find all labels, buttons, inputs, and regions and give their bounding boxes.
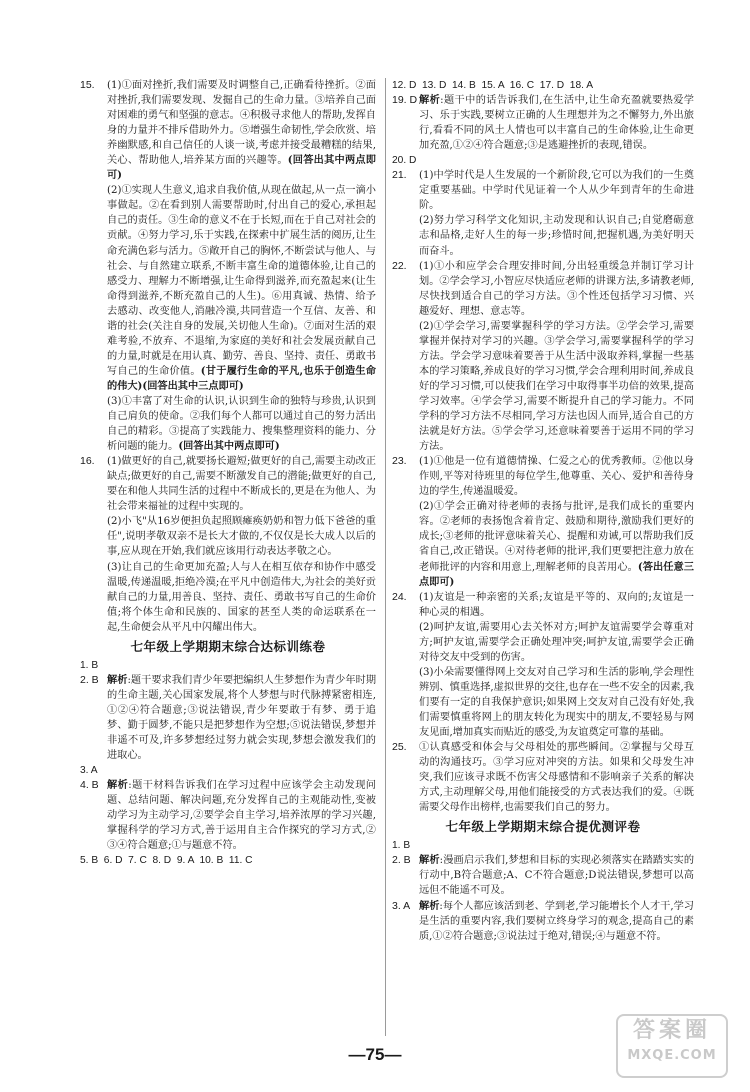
question-21 [392, 168, 694, 258]
question-number: 21. [392, 169, 407, 182]
question-15 [80, 78, 376, 454]
question-number: 4. B [80, 779, 99, 792]
question-19-analysis [392, 93, 694, 153]
question-25 [392, 740, 694, 815]
question-number: 15. [80, 79, 95, 91]
question-number: 24. [392, 590, 407, 603]
question-23 [392, 454, 694, 589]
answer-line: 1. B [80, 659, 99, 671]
analysis-text: 解析:题干要求我们青少年要把编织人生梦想作为青少年时期的生命主题,关心国家发展,将个人梦想与时代脉搏紧密相连,①②④符合题意;③说法错误,青少年要敢于有梦、勇于追梦、勤于圆梦,不能只是把梦想作为空想;⑤说法错误,梦想并非遥不可及,许多梦想经过努力就会实现,梦想会激发我们的进取心。 [107, 673, 377, 762]
section-title-advanced-exam: 七年级上学期期末综合提优测评卷 [445, 819, 641, 835]
watermark-text: 答案圈 [632, 1018, 711, 1043]
question-2-analysis [80, 673, 376, 763]
question-4-analysis [80, 778, 376, 853]
question-answer: (1)友谊是一种亲密的关系;友谊是平等的、双向的;友谊是一种心灵的相遇。 (2)呵护友谊,需要用心去关怀对方;呵护友谊需要学会尊重对方;呵护友谊,需要学会正确处理冲突;呵护友谊,需要学会正确对待交友中受到的伤害。 (3)小朵需要懂得网上交友对自己学习和生活的影响,学会理性辨别、慎重选择,虚拟世界的交往,也存在一些不安全的因素,我们要有一定的自我保护意识;如果网上交友对自己没有好处,我们需要慎重将网上的朋友转化为现实中的朋友,不要轻易与网友见面,增加真实而贴近的感受,为友谊奠定可靠的基础。 [419, 591, 694, 739]
watermark-domain: MXQE.COM [627, 1048, 717, 1063]
question-number: 19. D [392, 94, 418, 107]
answer-line: 20. D [392, 155, 417, 167]
question-answer: (1)①面对挫折,我们需要及时调整自己,正确看待挫折。②面对挫折,我们需要发现、发掘自己的生命力量。③培养自己面对困难的勇气和坚强的意志。④积极寻求他人的帮助,发挥自身的力量并不排斥借助外力。⑤增强生命韧性,学会欣赏、培养幽默感,和自己信任的人谈一谈,考虑并接受最糟糕的结果,关心、帮助他人,培养某方面的兴趣等。(回答出其中两点即可) (2)①实现人生意义,追求自我价值,从现在做起,从一点一滴小事做起。②在看到别人需要帮助时,付出自己的爱心,承担起自己的责任。③生命的意义不在于长短,而在于自己对社会的贡献。④努力学习,乐于实践,在探索中扩展生活的阅历,让生命充满色彩与活力。⑤敞开自己的胸怀,不断尝试与他人、与社会、与自然建立联系,不断丰富生命的道德体验,让自己的感受力、理解力不断增强,让生命得到滋养,而充盈起来(让生命得到滋养,不断充盈自己的人生)。⑥用真诚、热情、给予去感动、改变他人,消融冷漠,共同营造一个互信、友善、和谐的社会(关注自身的发展,关切他人生命)。⑦面对生活的艰难考验,不放弃、不退缩,为家庭的美好和社会发展贡献自己的力量,时就是在用认真、勤劳、善良、坚持、责任、勇敢书写自己的生命价值。(甘于履行生命的平凡,也乐于创造生命的伟大)(回答出其中三点即可) (3)①丰富了对生命的认识,认识到生命的独特与珍贵,认识到自己肩负的使命。②我们每个人都可以通过自己的努力活出自己的精彩。③提高了实践能力、搜集整理资料的能力、分析问题的能力。(回答出其中两点即可) [107, 80, 376, 453]
answer-line: 1. B [392, 840, 411, 852]
analysis-text: 解析:题干材料告诉我们在学习过程中应该学会主动发现问题、总结问题、解决问题,充分发挥自己的主观能动性,变被动学习为主动学习,②要学会自主学习,培养浓厚的学习兴趣,掌握科学的学习方式,善于运用自主合作探究的学习方式,②③④符合题意;①与题意不符。 [107, 779, 376, 852]
question-number: 3. A [392, 899, 411, 912]
answer-line: 12. D 13. D 14. B 15. A 16. C 17. D 18. A [392, 80, 594, 91]
question-answer: (1)中学时代是人生发展的一个新阶段,它可以为我们的一生奠定重要基础。中学时代见证着一个人从少年到青年的生命进阶。 (2)努力学习科学文化知识,主动发现和认识自己;自觉磨砺意志和品格,走好人生的每一步;珍惜时间,把握机遇,为美好明天而奋斗。 [419, 170, 694, 257]
question-answer: ①认真感受和体会与父母相处的那些瞬间。②掌握与父母互动的沟通技巧。③学习应对冲突的方法。如果和父母发生冲突,我们应该寻求既不伤害父母感情和不影响亲子关系的解决方式,主动理解父母,用他们能接受的方式表达我们的爱。④既需要父母作出榜样,也需要我们自己的努力。 [419, 742, 694, 814]
analysis-text: 解析:漫画启示我们,梦想和目标的实现必须落实在踏踏实实的行动中,B符合题意;A、C不符合题意;D说法错误,梦想可以高远但不能遥不可及。 [419, 854, 695, 897]
section-title-standard-exam: 七年级上学期期末综合达标训练卷 [130, 638, 326, 654]
right-column [392, 78, 694, 944]
column-divider [385, 78, 386, 1036]
answer-line: 3. A [80, 765, 98, 777]
question-number: 22. [392, 259, 407, 272]
analysis-text: 解析:每个人都应该活到老、学到老,学习能增长个人才干,学习是生活的重要内容,我们要树立终身学习的观念,提高自己的素质,①②符合题意;③说法过于绝对,错误;④与题意不符。 [419, 899, 694, 942]
answer-line: 5. B 6. D 7. C 8. D 9. A 10. B 11. C [80, 855, 253, 867]
question-number: 23. [392, 455, 407, 468]
question-number: 2. B [392, 854, 411, 867]
question-3-analysis [392, 899, 694, 944]
question-answer: (1)做更好的自己,就要扬长避短;做更好的自己,需要主动改正缺点;做更好的自己,需要不断激发自己的潜能;做更好的自己,要在和他人共同生活的过程中不断成长的,更是在为他人、为社会带来福祉的过程中实现的。 (2)小飞"从16岁便担负起照顾瘫痪奶奶和智力低下爸爸的重任",说明孝敬双亲不是长大才做的,不仅仅是长大成人以后的事,应从现在开始,我们就应该用行动表达孝敬之心。 (3)让自己的生命更加充盈;人与人在相互依存和协作中感受温暖,传递温暖,拒绝冷漠;在平凡中创造伟大,为社会的美好贡献自己的力量,用善良、坚持、责任、勇敢书写自己的生命价值;将个体生命和民族的、国家的甚至人类的命运联系在一起,生命便会从平凡中闪耀出伟大。 [107, 456, 376, 633]
analysis-text: 解析:题干中的话告诉我们,在生活中,让生命充盈就要热爱学习、乐于实践,要树立正确的人生理想并为之不懈努力,外出旅行,看看不同的风土人情也可以丰富自己的生命体验,让生命更加充盈,①②④符合题意;③是逃避挫折的表现,错误。 [419, 94, 694, 152]
question-22 [392, 259, 694, 455]
question-16 [80, 454, 376, 635]
question-answer: (1)①小和应学会合理安排时间,分出轻重缓急并制订学习计划。②学会学习,小智应尽快适应老师的讲课方法,多请教老师,尽快找到适合自己的学习方法。③个性还包括学习习惯、兴趣爱好、理想、意志等。 (2)①学会学习,需要掌握科学的学习方法。②学会学习,需要掌握并保持对学习的兴趣。③学会学习,需要掌握科学的学习方法。学会学习意味着要善于从生活中汲取养料,掌握一些基本的学习策略,养成良好的学习习惯,学会合理利用时间,养成良好的学习习惯,可以使我们在学习中取得事半功倍的效果,提高学习效率。④学会学习,需要不断提升自己的学习能力。不同学科的学习方法不尽相同,学习方法也因人而异,适合自己的方法就是好方法。⑤学会学习,还意味着要善于运用不同的学习方法。 [419, 260, 694, 453]
question-2-analysis [392, 853, 694, 898]
question-number: 16. [80, 455, 95, 468]
left-column [80, 78, 376, 868]
watermark-logo [616, 1014, 728, 1078]
question-answer: (1)①他是一位有道德情操、仁爱之心的优秀教师。②他以身作则,平等对待班里的每位学生,他尊重、关心、爱护和善待身边的学生,传递温暖爱。 (2)①学会正确对待老师的表扬与批评,是我们成长的重要内容。②老师的表扬饱含着肯定、鼓励和期待,激励我们更好的成长;③老师的批评意味着关心、提醒和劝诫,可以帮助我们反省自己,改正错误。④对待老师的批评,我们更要把注意力放在老师批评的内容和用意上,理解老师的良苦用心。(答出任意三点即可) [419, 456, 694, 588]
question-24 [392, 590, 694, 740]
page-number: —75— [348, 1045, 402, 1064]
question-number: 25. [392, 741, 407, 754]
question-number: 2. B [80, 673, 99, 686]
